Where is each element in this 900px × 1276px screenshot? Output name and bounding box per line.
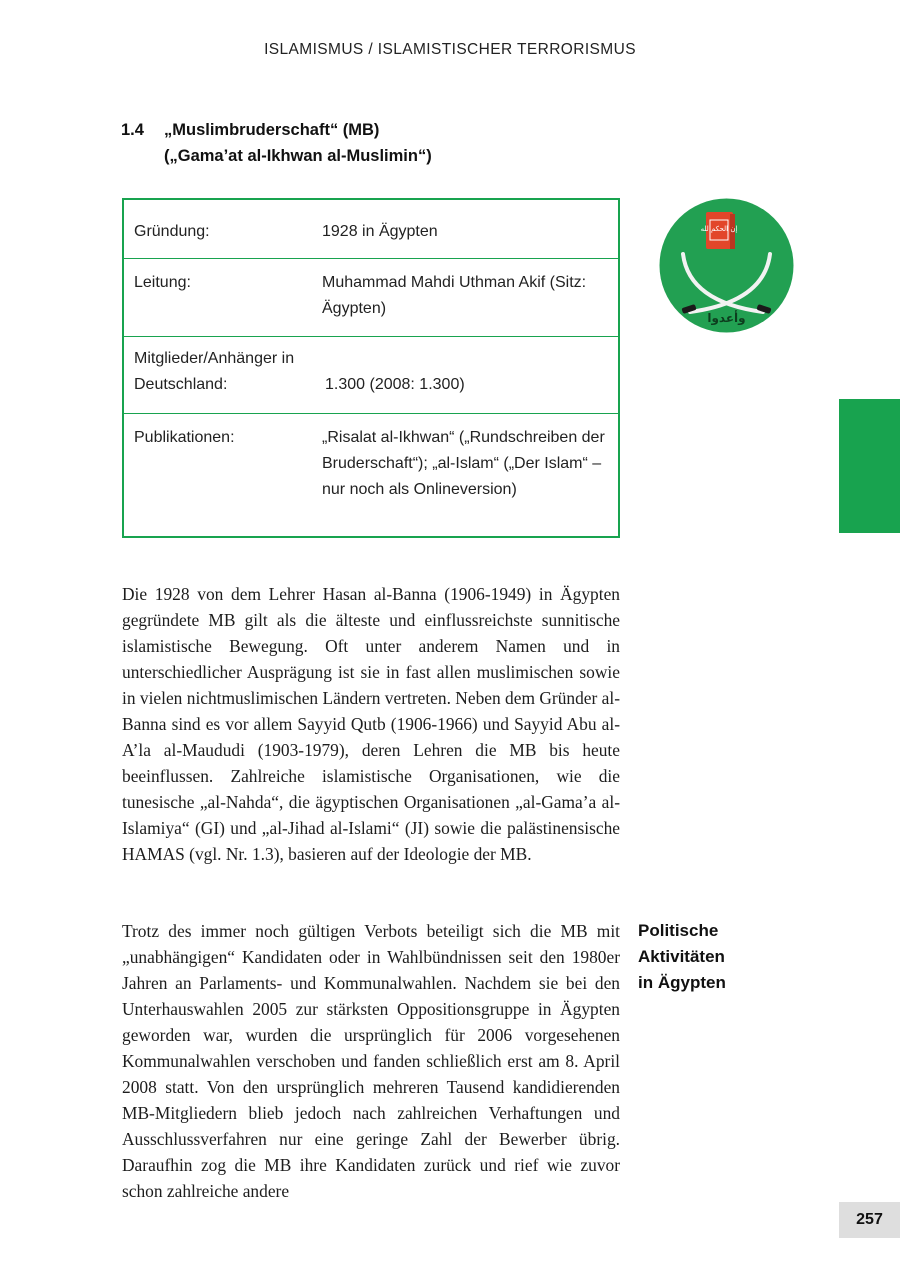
info-row-gruendung — [124, 200, 618, 259]
section-title — [121, 117, 641, 169]
chapter-tab — [839, 399, 900, 533]
info-value: 1928 in Ägypten — [322, 223, 438, 240]
info-row-leitung — [124, 259, 618, 337]
info-row-mitglieder — [124, 337, 618, 414]
paragraph-intro: Die 1928 von dem Lehrer Hasan al-Banna (1906-1949) in Ägypten gegründete MB gilt als die älteste und einflussreichste sunnitische islamistische Bewegung. Oft unter anderem Namen und in unterschiedlicher Ausprägung ist sie in fast allen muslimischen sowie in vielen nichtmuslimischen Ländern vertreten. Neben dem Gründer al-Banna sind es vor allem Sayyid Qutb (1906-1966) und Sayyid Abu al-A’la al-Maududi (1903-1979), deren Lehren die MB bis heute beeinflussen. Zahlreiche islamistische Organisationen, wie die tunesische „al-Nahda“, die ägyptischen Organisationen „al-Gama’a al-Islamiya“ (GI) und „al-Jihad al-Islami“ (JI) sowie die palästinensische HAMAS (vgl. Nr. 1.3), basieren auf der Ideologie der MB. — [122, 584, 620, 864]
page-number: 257 — [839, 1202, 900, 1238]
section-title-line-1: „Muslimbruderschaft“ (MB) — [164, 121, 380, 139]
info-label: Mitglieder/Anhänger in Deutschland: — [134, 350, 295, 393]
info-box — [122, 198, 620, 538]
info-value: „Risalat al-Ikhwan“ („Rundschreiben der Bruderschaft“); „al-Islam“ („Der Islam“ – nur noch als Onlineversion) — [322, 429, 605, 498]
emblem-motto: وأعدوا — [707, 311, 746, 325]
info-value: 1.300 (2008: 1.300) — [325, 376, 465, 393]
margin-note-line-1: Politische — [638, 921, 719, 940]
margin-note — [638, 918, 778, 996]
margin-note-line-2: Aktivitäten — [638, 947, 725, 966]
running-head: ISLAMISMUS / ISLAMISTISCHER TERRORISMUS — [264, 41, 636, 58]
info-row-publikationen — [124, 414, 618, 534]
emblem-book-text: إن الحكم لله — [700, 225, 738, 233]
paragraph-political-activities: Trotz des immer noch gültigen Verbots beteiligt sich die MB mit „unabhängigen“ Kandidaten oder in Wahlbündnissen seit den 1980er Jahren an Parlaments- und Kommunalwahlen. Nachdem sie bei den Unterhauswahlen 2005 zur stärksten Oppositionsgruppe in Ägypten geworden war, wurden die ursprünglich für 2006 vorgesehenen Kommunalwahlen verschoben und fanden schließlich erst am 8. April 2008 statt. Von den ursprünglich mehreren Tausend kandidierenden MB-Mitgliedern blieb jedoch nach zahlreichen Verhaftungen und Ausschlussverfahren nur eine geringe Zahl der Bewerber übrig. Daraufhin zog die MB ihre Kandidaten zurück und rief wie zuvor schon zahlreiche andere — [122, 921, 620, 1201]
margin-note-line-3: in Ägypten — [638, 973, 726, 992]
muslim-brotherhood-emblem — [659, 198, 794, 333]
info-label: Gründung: — [134, 223, 210, 240]
info-label: Publikationen: — [134, 429, 235, 446]
section-number: 1.4 — [121, 121, 144, 139]
section-title-line-2: („Gama’at al-Ikhwan al-Muslimin“) — [164, 147, 432, 165]
info-value: Muhammad Mahdi Uthman Akif (Sitz: Ägypten) — [322, 274, 587, 317]
info-label: Leitung: — [134, 274, 191, 291]
emblem-icon — [659, 198, 794, 333]
